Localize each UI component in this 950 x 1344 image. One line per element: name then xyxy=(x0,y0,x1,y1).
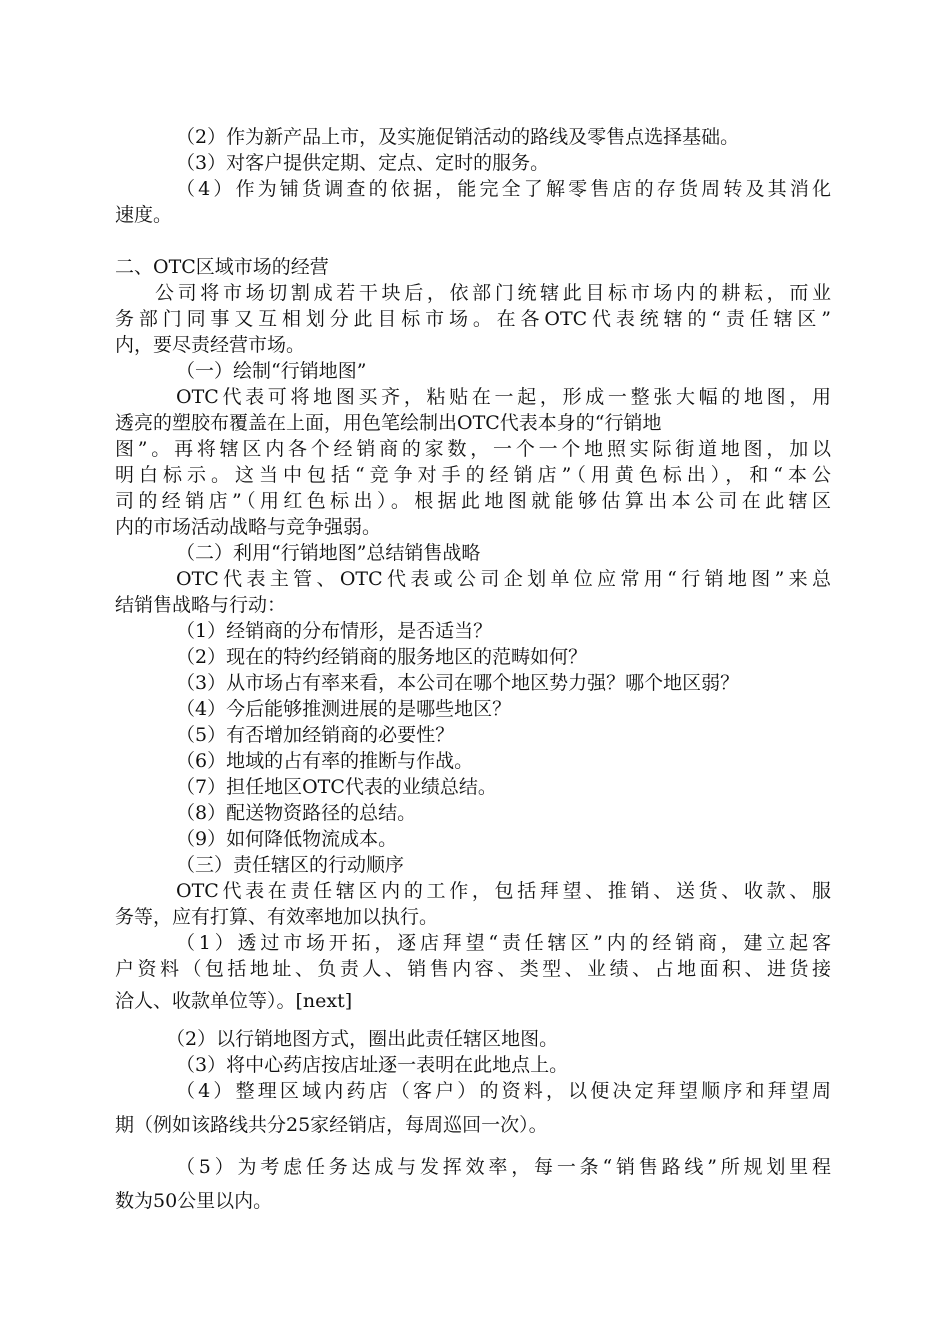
paragraph-line: 司的经销店”（用红色标出）。根据此地图就能够估算出本公司在此辖区 xyxy=(115,490,831,512)
list-item: （1）经销商的分布情形，是否适当？ xyxy=(176,620,493,642)
list-item: （2）以行销地图方式，圈出此责任辖区地图。 xyxy=(166,1028,559,1050)
list-item: （5）有否增加经销商的必要性？ xyxy=(176,724,455,746)
list-item: （3）从市场占有率来看，本公司在哪个地区势力强？哪个地区弱？ xyxy=(176,672,740,694)
paragraph-line: 务等，应有打算、有效率地加以执行。 xyxy=(115,906,439,928)
list-item: （2）作为新产品上市，及实施促销活动的路线及零售点选择基础。 xyxy=(176,126,740,148)
list-item: （8）配送物资路径的总结。 xyxy=(176,802,417,824)
section-heading: 二、OTC区域市场的经营 xyxy=(115,256,329,278)
subheading: （二）利用“行销地图”总结销售战略 xyxy=(176,542,481,564)
paragraph-line: 洽人、收款单位等）。[next] xyxy=(115,990,353,1012)
list-item: （2）现在的特约经销商的服务地区的范畴如何？ xyxy=(176,646,588,668)
paragraph-line: 结销售战略与行动： xyxy=(115,594,287,616)
paragraph-line: 图”。再将辖区内各个经销商的家数，一个一个地照实际街道地图，加以 xyxy=(115,438,831,460)
paragraph-line: 数为50公里以内。 xyxy=(115,1190,273,1212)
list-item: （3）对客户提供定期、定点、定时的服务。 xyxy=(176,152,550,174)
paragraph-line: 期（例如该路线共分25家经销店，每周巡回一次）。 xyxy=(115,1114,548,1136)
list-item: （7）担任地区OTC代表的业绩总结。 xyxy=(176,776,497,798)
paragraph-line: 公司将市场切割成若干块后，依部门统辖此目标市场内的耕耘，而业 xyxy=(155,282,831,304)
list-item: （9）如何降低物流成本。 xyxy=(176,828,398,850)
paragraph-line: OTC代表主管、OTC代表或公司企划单位应常用“行销地图”来总 xyxy=(176,568,831,590)
list-item: （5）为考虑任务达成与发挥效率，每一条“销售路线”所规划里程 xyxy=(176,1156,831,1178)
paragraph-line: 透亮的塑胶布覆盖在上面，用色笔绘制出OTC代表本身的“行销地 xyxy=(115,412,662,434)
paragraph-line: OTC代表在责任辖区内的工作，包括拜望、推销、送货、收款、服 xyxy=(176,880,831,902)
subheading: （三）责任辖区的行动顺序 xyxy=(176,854,405,876)
list-item: （4）整理区域内药店（客户）的资料，以便决定拜望顺序和拜望周 xyxy=(176,1080,831,1102)
list-item: （1）透过市场开拓，逐店拜望“责任辖区”内的经销商，建立起客 xyxy=(176,932,831,954)
paragraph-line: 户资料（包括地址、负责人、销售内容、类型、业绩、占地面积、进货接 xyxy=(115,958,831,980)
paragraph-line: 速度。 xyxy=(115,204,173,226)
paragraph-line: OTC代表可将地图买齐，粘贴在一起，形成一整张大幅的地图，用 xyxy=(176,386,831,408)
list-item: （6）地域的占有率的推断与作战。 xyxy=(176,750,474,772)
paragraph-line: 务部门同事又互相划分此目标市场。在各OTC代表统辖的“责任辖区” xyxy=(115,308,831,330)
paragraph-line: 内，要尽责经营市场。 xyxy=(115,334,306,356)
subheading: （一）绘制“行销地图” xyxy=(176,360,367,382)
paragraph-line: 内的市场活动战略与竞争强弱。 xyxy=(115,516,382,538)
paragraph-line: （4）作为铺货调查的依据，能完全了解零售店的存货周转及其消化 xyxy=(176,178,831,200)
list-item: （4）今后能够推测进展的是哪些地区？ xyxy=(176,698,512,720)
list-item: （3）将中心药店按店址逐一表明在此地点上。 xyxy=(176,1054,569,1076)
paragraph-line: 明白标示。这当中包括“竞争对手的经销店”（用黄色标出），和“本公 xyxy=(115,464,831,486)
